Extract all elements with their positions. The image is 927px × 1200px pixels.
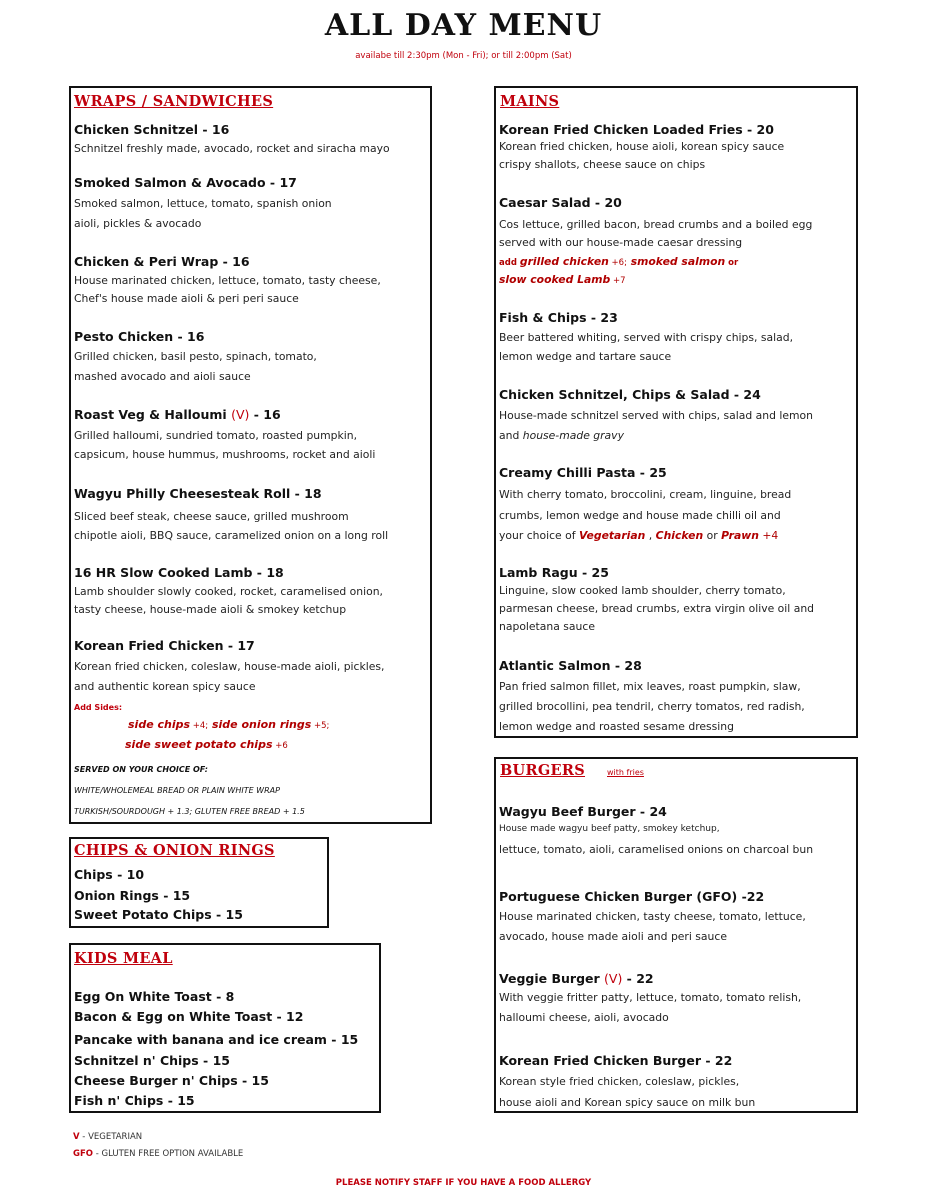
menu-item-name: Smoked Salmon & Avocado - 17	[74, 175, 297, 190]
pasta-choice-line	[499, 527, 778, 545]
menu-item-desc: Cos lettuce, grilled bacon, bread crumbs and a boiled egg	[499, 218, 813, 231]
side-chips: side chips	[128, 718, 191, 731]
menu-item-name: Atlantic Salmon - 28	[499, 658, 642, 673]
menu-item-name: 16 HR Slow Cooked Lamb - 18	[74, 565, 284, 580]
menu-item-name: Wagyu Beef Burger - 24	[499, 804, 667, 819]
menu-item-name: Korean Fried Chicken Loaded Fries - 20	[499, 122, 774, 137]
menu-item-desc: house aioli and Korean spicy sauce on milk bun	[499, 1096, 756, 1109]
menu-item-desc: served with our house-made caesar dressing	[499, 236, 743, 249]
menu-item-desc: Sliced beef steak, cheese sauce, grilled mushroom	[74, 510, 349, 523]
menu-item-desc: Smoked salmon, lettuce, tomato, spanish onion	[74, 197, 332, 210]
choice-prawn-price: +4	[758, 529, 779, 542]
menu-item-desc: Lamb shoulder slowly cooked, rocket, caramelised onion,	[74, 585, 383, 598]
menu-item-name: Chicken & Peri Wrap - 16	[74, 254, 250, 269]
menu-item-desc: napoletana sauce	[499, 620, 595, 633]
served-on-option-1: WHITE/WHOLEMEAL BREAD OR PLAIN WHITE WRAP	[74, 786, 280, 795]
addon-or: or	[725, 258, 739, 268]
menu-item-name: Caesar Salad - 20	[499, 195, 622, 210]
list-item: Onion Rings - 15	[74, 888, 191, 903]
wraps-title: WRAPS / SANDWICHES	[74, 93, 274, 110]
list-item: Pancake with banana and ice cream - 15	[74, 1032, 359, 1047]
menu-item-desc: capsicum, house hummus, mushrooms, rocket and aioli	[74, 448, 376, 461]
sides-line-1	[128, 718, 329, 731]
menu-title: ALL DAY MENU	[324, 8, 603, 43]
sides-line-2	[125, 738, 288, 751]
burgers-title	[500, 762, 644, 779]
mains-title: MAINS	[500, 93, 560, 110]
served-on-label: SERVED ON YOUR CHOICE OF:	[74, 765, 208, 774]
side-chips-price: +4;	[190, 721, 209, 731]
menu-item-name: Creamy Chilli Pasta - 25	[499, 465, 667, 480]
list-item: Cheese Burger n' Chips - 15	[74, 1073, 269, 1088]
availability-note: availabe till 2:30pm (Mon - Fri); or till 2:00pm (Sat)	[355, 51, 572, 61]
menu-item-desc: Linguine, slow cooked lamb shoulder, cherry tomato,	[499, 584, 786, 597]
choice-vegetarian: Vegetarian	[578, 529, 646, 542]
addon-slow-cooked-lamb: slow cooked Lamb	[499, 273, 611, 286]
menu-item-desc: House marinated chicken, tasty cheese, tomato, lettuce,	[499, 910, 806, 923]
addon-smoked-salmon: smoked salmon	[626, 255, 726, 268]
menu-item-name: Chicken Schnitzel, Chips & Salad - 24	[499, 387, 761, 402]
burgers-title-text: BURGERS	[500, 762, 586, 779]
add-sides-label: Add Sides:	[74, 703, 123, 712]
caesar-addons	[499, 253, 738, 272]
desc-text-italic: house-made gravy	[522, 429, 624, 442]
side-sweet-potato: side sweet potato chips	[125, 738, 273, 751]
list-item: Sweet Potato Chips - 15	[74, 907, 243, 922]
choice-or: or	[703, 529, 722, 542]
menu-item-name	[499, 971, 654, 986]
menu-item-desc: Chef's house made aioli & peri peri sauce	[74, 292, 299, 305]
menu-item-desc: Grilled halloumi, sundried tomato, roasted pumpkin,	[74, 429, 358, 442]
list-item: Chips - 10	[74, 867, 145, 882]
allergy-notice: PLEASE NOTIFY STAFF IF YOU HAVE A FOOD ALLERGY	[335, 1178, 592, 1188]
menu-item-desc: Grilled chicken, basil pesto, spinach, tomato,	[74, 350, 317, 363]
legend-v-key: V	[73, 1132, 80, 1142]
menu-item-desc: parmesan cheese, bread crumbs, extra virgin olive oil and	[499, 602, 815, 615]
menu-item-desc: Korean fried chicken, house aioli, korean spicy sauce	[499, 140, 785, 153]
side-sweet-potato-price: +6	[272, 741, 288, 751]
menu-item-name: Wagyu Philly Cheesesteak Roll - 18	[74, 486, 322, 501]
menu-item-desc: House-made schnitzel served with chips, salad and lemon	[499, 409, 813, 422]
menu-item-desc: tasty cheese, house-made aioli & smokey ketchup	[74, 603, 347, 616]
menu-item-desc: aioli, pickles & avocado	[74, 217, 202, 230]
legend-vegetarian	[73, 1132, 142, 1142]
menu-item-desc: With veggie fritter patty, lettuce, tomato, tomato relish,	[499, 991, 802, 1004]
menu-item-name: Pesto Chicken - 16	[74, 329, 205, 344]
menu-item-desc: Schnitzel freshly made, avocado, rocket and siracha mayo	[74, 142, 390, 155]
item-price-text: - 22	[622, 971, 654, 986]
item-name-text: Roast Veg & Halloumi	[74, 407, 232, 422]
vegetarian-mark: (V)	[604, 971, 623, 986]
menu-item-name: Korean Fried Chicken - 17	[74, 638, 255, 653]
addon-grilled-chicken-price: +6;	[608, 258, 627, 268]
menu-item-desc: House marinated chicken, lettuce, tomato, tasty cheese,	[74, 274, 381, 287]
legend-gfo-text: - GLUTEN FREE OPTION AVAILABLE	[93, 1149, 244, 1159]
choice-comma: ,	[645, 529, 656, 542]
choice-prawn: Prawn	[721, 529, 759, 542]
addon-grilled-chicken: grilled chicken	[519, 255, 609, 268]
menu-item-desc: crispy shallots, cheese sauce on chips	[499, 158, 706, 171]
side-onion-rings: side onion rings	[208, 718, 312, 731]
menu-item-name: Fish & Chips - 23	[499, 310, 618, 325]
side-onion-rings-price: +5;	[311, 721, 330, 731]
menu-item-name: Chicken Schnitzel - 16	[74, 122, 230, 137]
menu-item-desc: grilled brocollini, pea tendril, cherry tomatos, red radish,	[499, 700, 805, 713]
choice-chicken: Chicken	[655, 529, 704, 542]
menu-item-desc: Korean style fried chicken, coleslaw, pickles,	[499, 1075, 740, 1088]
menu-item-desc: Korean fried chicken, coleslaw, house-made aioli, pickles,	[74, 660, 385, 673]
menu-item-desc: House made wagyu beef patty, smokey ketchup,	[499, 824, 720, 834]
menu-item-desc: lettuce, tomato, aioli, caramelised onions on charcoal bun	[499, 843, 814, 856]
legend-gfo-key: GFO	[73, 1149, 94, 1159]
vegetarian-mark: (V)	[231, 407, 250, 422]
desc-text: and	[499, 429, 523, 442]
menu-item-desc: chipotle aioli, BBQ sauce, caramelized onion on a long roll	[74, 529, 389, 542]
addon-lamb-price: +7	[610, 276, 626, 286]
menu-item-desc: mashed avocado and aioli sauce	[74, 370, 251, 383]
add-label: add	[499, 258, 520, 268]
list-item: Egg On White Toast - 8	[74, 989, 235, 1004]
served-on-option-2: TURKISH/SOURDOUGH + 1.3; GLUTEN FREE BREAD + 1.5	[74, 807, 305, 816]
item-name-text: Veggie Burger	[499, 971, 605, 986]
list-item: Schnitzel n' Chips - 15	[74, 1053, 230, 1068]
list-item: Bacon & Egg on White Toast - 12	[74, 1009, 304, 1024]
menu-item-desc: With cherry tomato, broccolini, cream, linguine, bread	[499, 488, 792, 501]
legend-v-text: - VEGETARIAN	[79, 1132, 143, 1142]
kids-title: KIDS MEAL	[74, 950, 173, 967]
menu-item-desc: avocado, house made aioli and peri sauce	[499, 930, 727, 943]
menu-item-name: Korean Fried Chicken Burger - 22	[499, 1053, 733, 1068]
caesar-addons-2	[499, 271, 626, 290]
chips-title: CHIPS & ONION RINGS	[74, 842, 275, 859]
menu-item-name: Portuguese Chicken Burger (GFO) -22	[499, 889, 765, 904]
menu-item-name: Lamb Ragu - 25	[499, 565, 609, 580]
menu-item-desc: and authentic korean spicy sauce	[74, 680, 256, 693]
choice-text: your choice of	[499, 529, 579, 542]
menu-item-desc: crumbs, lemon wedge and house made chilli oil and	[499, 509, 781, 522]
menu-item-name	[74, 407, 281, 422]
menu-item-desc	[499, 427, 624, 445]
menu-item-desc: lemon wedge and tartare sauce	[499, 350, 672, 363]
item-price-text: - 16	[249, 407, 281, 422]
menu-item-desc: halloumi cheese, aioli, avocado	[499, 1011, 669, 1024]
list-item: Fish n' Chips - 15	[74, 1093, 195, 1108]
menu-item-desc: Beer battered whiting, served with crispy chips, salad,	[499, 331, 794, 344]
legend-gfo	[73, 1149, 243, 1159]
menu-item-desc: lemon wedge and roasted sesame dressing	[499, 720, 734, 733]
menu-item-desc: Pan fried salmon fillet, mix leaves, roast pumpkin, slaw,	[499, 680, 801, 693]
burgers-note: with fries	[607, 768, 644, 777]
